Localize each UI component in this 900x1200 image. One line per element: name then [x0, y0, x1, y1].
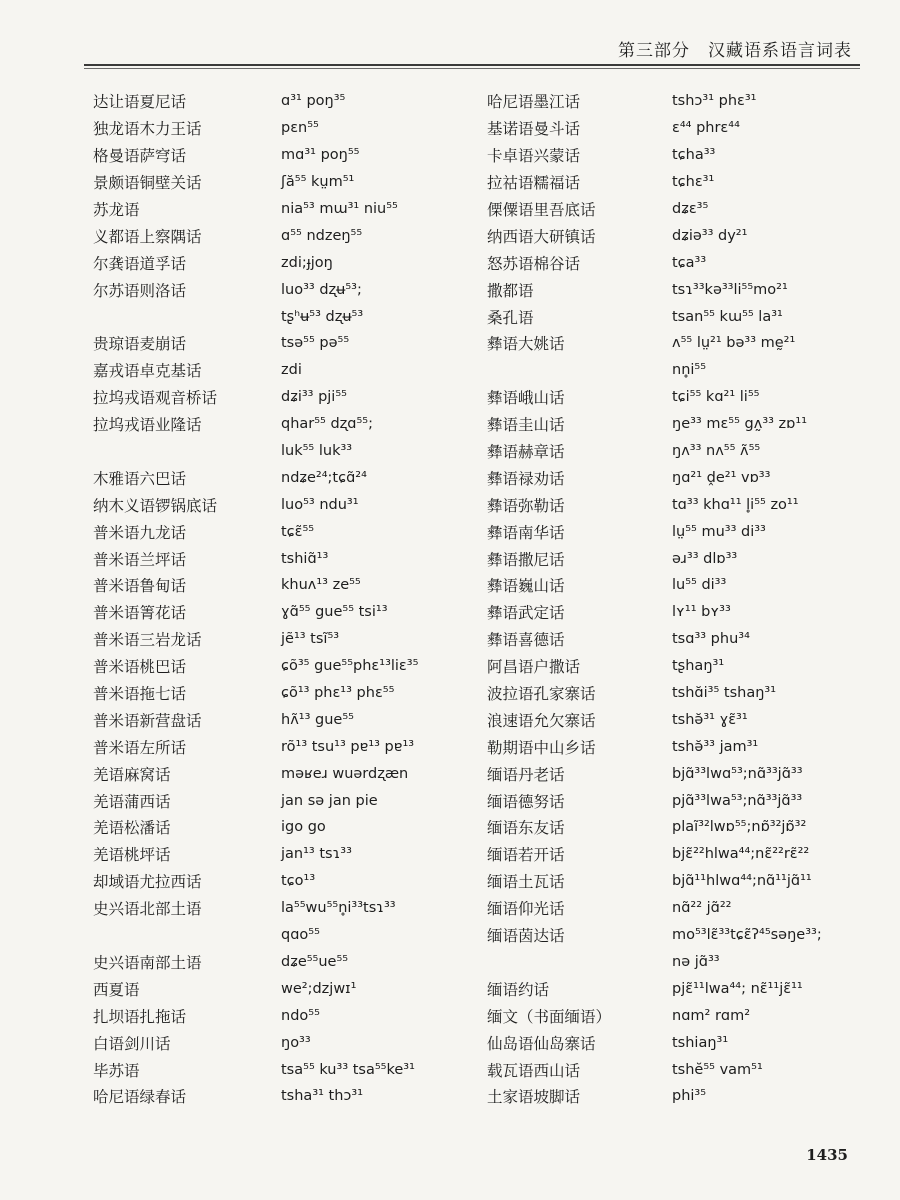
entry-row — [93, 626, 473, 653]
entry-row — [93, 384, 473, 411]
word-form: ŋɑ²¹ ḓe²¹ vɒ³³ — [672, 469, 771, 486]
dialect-name: 普米语左所话 — [93, 738, 187, 757]
entry-row — [93, 814, 473, 841]
entry-row — [93, 949, 473, 976]
entry-row — [93, 545, 473, 572]
word-form: tshɔ³¹ phɛ³¹ — [672, 93, 757, 110]
dialect-name: 傈僳语里吾底话 — [487, 201, 596, 219]
entry-row — [487, 169, 867, 196]
dialect-name: 彝语大姚话 — [487, 335, 565, 354]
dialect-name: 普米语三岩龙话 — [93, 631, 202, 650]
word-form: pjɑ̃³³lwa⁵³;nɑ̃³³jɑ̃³³ — [672, 792, 803, 809]
word-form: tɑ³³ khɑ¹¹ l̥i⁵⁵ zo¹¹ — [672, 496, 799, 513]
dialect-name: 普米语桃巴话 — [93, 658, 187, 677]
entry-row — [93, 303, 473, 330]
word-form: tʂhaŋ³¹ — [672, 658, 725, 675]
word-form: plaĩ³²lwɒ⁵⁵;nɒ̃³²jɒ̃³² — [672, 819, 807, 836]
entry-row — [93, 411, 473, 438]
word-form: luo³³ dʐʉ⁵³; — [281, 281, 362, 298]
dialect-name: 尔苏语则洛话 — [93, 281, 187, 300]
entry-row — [93, 706, 473, 733]
dialect-name: 毕苏语 — [93, 1061, 140, 1080]
dialect-name: 纳木义语锣锅底话 — [93, 496, 218, 515]
entry-row — [93, 1029, 473, 1056]
dialect-name: 缅文（书面缅语） — [487, 1007, 612, 1026]
dialect-name: 羌语桃坪话 — [93, 846, 171, 865]
entry-row — [93, 922, 473, 949]
dialect-name: 纳西语大研镇话 — [487, 227, 596, 246]
word-form: igo go — [281, 819, 326, 836]
entry-row — [487, 464, 867, 491]
dialect-name: 史兴语北部土语 — [93, 900, 202, 919]
word-form: tsha³¹ thɔ³¹ — [281, 1088, 364, 1105]
entry-row — [93, 733, 473, 760]
entry-row — [93, 115, 473, 142]
entry-row — [487, 1002, 867, 1029]
dialect-name: 彝语巍山话 — [487, 577, 565, 596]
entry-row — [487, 868, 867, 895]
entry-row — [487, 545, 867, 572]
word-form: zdi — [281, 362, 302, 379]
word-form: ndʑe²⁴;tɕɑ̃²⁴ — [281, 469, 367, 486]
entry-row — [487, 330, 867, 357]
word-form: ɑ⁵⁵ ndzeŋ⁵⁵ — [281, 227, 363, 244]
word-form: pjɛ̃¹¹lwa⁴⁴; nɛ̃¹¹jɛ̃¹¹ — [672, 980, 803, 997]
dialect-name: 桑孔语 — [487, 308, 534, 327]
dialect-name: 义都语上察隅话 — [93, 227, 202, 246]
dialect-name: 缅语仰光话 — [487, 900, 565, 919]
dialect-name: 尔龚语道孚话 — [93, 254, 187, 273]
word-form: tɕi⁵⁵ kɑ²¹ li⁵⁵ — [672, 389, 760, 406]
entry-row — [93, 599, 473, 626]
page-number: 1435 — [806, 1146, 848, 1164]
entry-row — [93, 249, 473, 276]
word-form: jẽ¹³ tsĩ⁵³ — [281, 631, 340, 648]
entry-row — [93, 653, 473, 680]
dialect-name: 普米语箐花话 — [93, 604, 187, 623]
dialect-name: 缅语土瓦话 — [487, 873, 565, 892]
word-form: ŋʌ³³ nʌ⁵⁵ ʌ̃⁵⁵ — [672, 443, 761, 460]
entry-row — [487, 357, 867, 384]
word-form: tʂʰʉ⁵³ dʐʉ⁵³ — [281, 308, 364, 325]
entry-row — [93, 491, 473, 518]
entry-row — [487, 680, 867, 707]
word-form: qhar⁵⁵ dʐɑ⁵⁵; — [281, 416, 374, 433]
word-form: nə jɑ̃³³ — [672, 953, 720, 970]
entry-row — [487, 249, 867, 276]
entry-row — [93, 196, 473, 223]
word-form: nɑm² rɑm² — [672, 1007, 751, 1024]
word-form: tshə̆³¹ ɣɛ̃³¹ — [672, 711, 748, 728]
entry-row — [93, 1056, 473, 1083]
word-form: ŋo³³ — [281, 1034, 311, 1051]
entry-row — [487, 706, 867, 733]
dialect-name: 普米语新营盘话 — [93, 711, 202, 730]
word-form: ɛ⁴⁴ phrɛ⁴⁴ — [672, 120, 740, 137]
entry-row — [93, 895, 473, 922]
entry-row — [487, 949, 867, 976]
word-form: mɑ³¹ poŋ⁵⁵ — [281, 147, 360, 164]
dialect-name: 怒苏语棉谷话 — [487, 254, 581, 273]
dialect-name: 彝语禄劝话 — [487, 469, 565, 488]
word-form: nn̥i⁵⁵ — [672, 362, 707, 379]
dialect-name: 彝语峨山话 — [487, 389, 565, 408]
word-form: lu⁵⁵ di³³ — [672, 577, 727, 594]
entry-row — [93, 464, 473, 491]
word-form: we²;dzjwɪ¹ — [281, 980, 357, 997]
dialect-name: 彝语南华话 — [487, 523, 565, 542]
header-rule-thin — [84, 68, 860, 69]
header-title: 汉藏语系语言词表 — [708, 41, 852, 61]
word-form: luo⁵³ ndu³¹ — [281, 496, 359, 513]
word-form: luk⁵⁵ luk³³ — [281, 443, 353, 460]
dialect-name: 扎坝语扎拖话 — [93, 1007, 187, 1026]
entry-row — [93, 868, 473, 895]
entry-row — [487, 975, 867, 1002]
word-form: ɕõ¹³ phɛ¹³ phɛ⁵⁵ — [281, 685, 395, 702]
entry-row — [487, 115, 867, 142]
word-form: tɕɛ̃⁵⁵ — [281, 523, 315, 540]
entry-row — [93, 169, 473, 196]
dialect-name: 仙岛语仙岛寨话 — [487, 1034, 596, 1053]
entry-row — [487, 922, 867, 949]
dialect-name: 格曼语萨穹话 — [93, 147, 187, 166]
entry-row — [487, 1083, 867, 1110]
running-header — [618, 36, 852, 61]
dialect-name: 基诺语曼斗话 — [487, 120, 581, 139]
dialect-name: 却域语尤拉西话 — [93, 873, 202, 892]
dialect-name: 彝语赫章话 — [487, 443, 565, 462]
entry-row — [487, 895, 867, 922]
entry-row — [487, 814, 867, 841]
dialect-name: 普米语拖七话 — [93, 685, 187, 704]
word-form: ʃă⁵⁵ kṳm⁵¹ — [281, 174, 355, 191]
word-form: tsɑ³³ phu³⁴ — [672, 631, 750, 648]
dialect-name: 缅语若开话 — [487, 846, 565, 865]
word-form: tshə̆³³ jam³¹ — [672, 738, 759, 755]
word-form: la⁵⁵wu⁵⁵n̥i³³tsɿ³³ — [281, 900, 396, 917]
entry-row — [487, 303, 867, 330]
word-form: tsə⁵⁵ pə⁵⁵ — [281, 335, 350, 352]
entry-row — [487, 518, 867, 545]
entry-row — [487, 411, 867, 438]
entry-row — [487, 760, 867, 787]
dialect-name: 土家语坡脚话 — [487, 1088, 581, 1107]
dialect-name: 缅语茵达话 — [487, 927, 565, 946]
entry-row — [93, 88, 473, 115]
word-form: bjɛ̃²²hlwa⁴⁴;nɛ̃²²rɛ̃²² — [672, 846, 810, 863]
entry-row — [487, 88, 867, 115]
right-column — [487, 88, 867, 1110]
dialect-name: 阿昌语户撒话 — [487, 658, 581, 677]
entry-row — [93, 142, 473, 169]
dialect-name: 西夏语 — [93, 980, 140, 999]
entry-row — [487, 787, 867, 814]
entry-row — [93, 1083, 473, 1110]
word-form: tshɑ̆i³⁵ tshaŋ³¹ — [672, 685, 777, 702]
word-form: tɕha³³ — [672, 147, 716, 164]
word-form: tsɿ³³kə³³li⁵⁵mo²¹ — [672, 281, 788, 298]
dialect-name: 独龙语木力王话 — [93, 120, 202, 139]
entry-row — [487, 222, 867, 249]
word-form: ɕõ³⁵ gue⁵⁵phɛ¹³liɛ³⁵ — [281, 658, 419, 675]
entry-row — [487, 142, 867, 169]
word-form: dʑiə³³ dy²¹ — [672, 227, 748, 244]
word-form: jan¹³ tsɿ³³ — [281, 846, 352, 863]
entry-row — [93, 357, 473, 384]
entry-row — [487, 733, 867, 760]
entry-row — [487, 1056, 867, 1083]
dialect-name: 哈尼语墨江话 — [487, 93, 581, 112]
dialect-name: 羌语蒲西话 — [93, 792, 171, 811]
entry-row — [487, 196, 867, 223]
word-form: nɑ̃²² jɑ̃²² — [672, 900, 732, 917]
word-form: bjɑ̃³³lwɑ⁵³;nɑ̃³³jɑ̃³³ — [672, 765, 803, 782]
dialect-name: 缅语丹老话 — [487, 765, 565, 784]
dialect-name: 撒都语 — [487, 281, 534, 300]
word-form: qɑo⁵⁵ — [281, 927, 320, 944]
entry-row — [487, 491, 867, 518]
dialect-name: 苏龙语 — [93, 201, 140, 219]
dialect-name: 缅语东友话 — [487, 819, 565, 838]
entry-row — [93, 1002, 473, 1029]
dialect-name: 白语剑川话 — [93, 1034, 171, 1053]
dialect-name: 哈尼语绿春话 — [93, 1088, 187, 1107]
word-form: tɕo¹³ — [281, 873, 316, 890]
dialect-name: 拉坞戎语观音桥话 — [93, 389, 218, 408]
word-form: nia⁵³ mɯ³¹ niu⁵⁵ — [281, 201, 398, 217]
dialect-name: 彝语喜德话 — [487, 631, 565, 650]
dialect-name: 浪速语允欠寨话 — [487, 711, 596, 730]
word-form: tɕa³³ — [672, 254, 707, 271]
dialect-name: 达让语夏尼话 — [93, 93, 187, 112]
entry-row — [487, 626, 867, 653]
dialect-name: 拉祜语糯福话 — [487, 174, 581, 193]
word-form: phi³⁵ — [672, 1088, 707, 1105]
word-form: lʏ¹¹ bʏ³³ — [672, 604, 731, 621]
word-form: məʁeɹ wuərdʐæn — [281, 765, 409, 782]
dialect-name: 缅语约话 — [487, 980, 550, 999]
word-form: tɕhɛ³¹ — [672, 174, 715, 191]
dialect-name: 拉坞戎语业隆话 — [93, 416, 202, 435]
entry-row — [93, 760, 473, 787]
left-column — [93, 88, 473, 1110]
word-form: dʑi³³ pji⁵⁵ — [281, 389, 347, 406]
word-form: bjɑ̃¹¹hlwɑ⁴⁴;nɑ̃¹¹jɑ̃¹¹ — [672, 873, 812, 890]
word-form: khuʌ¹³ ze⁵⁵ — [281, 577, 361, 594]
dialect-name: 普米语九龙话 — [93, 523, 187, 542]
dialect-name: 勒期语中山乡话 — [487, 738, 596, 757]
header-rule — [84, 64, 860, 66]
word-form: tshiɑ̃¹³ — [281, 550, 329, 567]
word-form: tshĕ⁵⁵ vam⁵¹ — [672, 1061, 763, 1078]
entry-row — [93, 680, 473, 707]
entry-row — [487, 384, 867, 411]
dialect-name: 景颇语铜壁关话 — [93, 174, 202, 193]
entry-row — [487, 599, 867, 626]
entry-row — [93, 276, 473, 303]
dialect-name: 卡卓语兴蒙话 — [487, 147, 581, 166]
dialect-name: 普米语鲁甸话 — [93, 577, 187, 596]
entry-row — [93, 330, 473, 357]
word-form: ɣɑ̃⁵⁵ gue⁵⁵ tsi¹³ — [281, 604, 388, 621]
entry-row — [93, 841, 473, 868]
word-form: lṳ⁵⁵ mu³³ di³³ — [672, 523, 766, 540]
word-form: ŋe³³ mɛ⁵⁵ gʌ̰³³ zɒ¹¹ — [672, 416, 808, 433]
dialect-name: 嘉戎语卓克基话 — [93, 362, 202, 381]
word-form: rõ¹³ tsu¹³ pɐ¹³ pɐ¹³ — [281, 738, 415, 755]
word-form: mo⁵³lɛ̃³³tɕɛ̃ʔ⁴⁵səŋe³³; — [672, 927, 822, 944]
entry-row — [487, 653, 867, 680]
dialect-name: 史兴语南部土语 — [93, 953, 202, 972]
entry-row — [93, 438, 473, 465]
word-form: əɹ³³ dlɒ³³ — [672, 550, 738, 567]
word-form: ndo⁵⁵ — [281, 1007, 320, 1024]
entry-row — [93, 787, 473, 814]
entry-row — [487, 438, 867, 465]
dialect-name: 彝语弥勒话 — [487, 496, 565, 515]
entry-row — [487, 276, 867, 303]
dialect-name: 彝语圭山话 — [487, 416, 565, 435]
word-form: hʌ̃¹³ gue⁵⁵ — [281, 711, 354, 728]
dialect-name: 波拉语孔家寨话 — [487, 685, 596, 704]
dialect-name: 羌语麻窝话 — [93, 765, 171, 784]
entry-row — [93, 222, 473, 249]
entry-row — [487, 841, 867, 868]
word-form: tshiaŋ³¹ — [672, 1034, 729, 1051]
dialect-name: 彝语撒尼话 — [487, 550, 565, 569]
header-part: 第三部分 — [618, 41, 690, 61]
entry-row — [93, 975, 473, 1002]
dialect-name: 贵琼语麦崩话 — [93, 335, 187, 354]
word-form: tsan⁵⁵ kɯ⁵⁵ la³¹ — [672, 308, 783, 325]
word-form: ʌ⁵⁵ lṳ²¹ bə³³ mḛ²¹ — [672, 335, 796, 352]
word-form: dʑe⁵⁵ue⁵⁵ — [281, 953, 349, 970]
word-form: jan sə jan pie — [281, 792, 378, 809]
dialect-name: 彝语武定话 — [487, 604, 565, 623]
dialect-name: 载瓦语西山话 — [487, 1061, 581, 1080]
dialect-name: 缅语德努话 — [487, 792, 565, 811]
entry-row — [487, 572, 867, 599]
dialect-name: 羌语松潘话 — [93, 819, 171, 838]
word-form: zdi;ɟjoŋ — [281, 254, 333, 271]
entry-row — [93, 572, 473, 599]
dialect-name: 普米语兰坪话 — [93, 550, 187, 569]
word-form: tsa⁵⁵ ku³³ tsa⁵⁵ke³¹ — [281, 1061, 415, 1078]
word-form: ɑ³¹ poŋ³⁵ — [281, 93, 346, 110]
word-form: pɛn⁵⁵ — [281, 120, 319, 137]
entry-row — [487, 1029, 867, 1056]
word-form: dʑɛ³⁵ — [672, 201, 709, 217]
dialect-name: 木雅语六巴话 — [93, 469, 187, 488]
entry-row — [93, 518, 473, 545]
